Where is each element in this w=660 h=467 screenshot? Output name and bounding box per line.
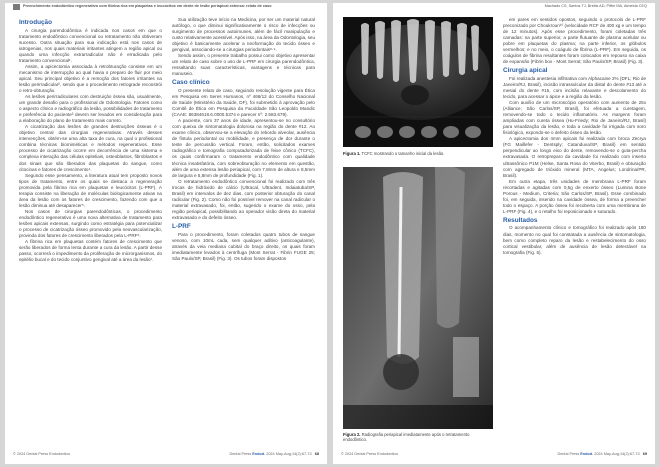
section-heading: Caso clínico	[172, 79, 210, 87]
paragraph: Assim, a apicectomia associada à retrobturação consiste em um mecanismo de interrupção ao qual havia o preparo de fluir por meio apical. Seu principal objetivo é a remoção dos fatores irritantes na lesão perirradicular², sendo que o procedimento retrograde reconstrói o retro-obturação.	[19, 63, 162, 93]
page-number: 68	[314, 452, 319, 456]
paragraph: Para o procedimento, foram coletados quatro tubos de sangue venoso, com 10mL cada, sem qualquer aditivo (anticoagulante), através da veia mediana cubital do braço direito, os quais foram imediatamente levados à centrífuga (Mont Serrat - Fibrin FUGE 25; São Paulo/SP, Brasil) (Fig. 3). Os tubos foram dispostos	[172, 231, 315, 261]
paragraph: A cicatrização das lesões de grandes destruições ósseas é o objetivo central das cirurgias regenerativas. Através desses intervenções, obtém-se uma alta taxa de cura, na qual o profissional combina técnicas biomiméticas e métodos regenerativos. Esse processo de cicatrização ocorre em decorrência de uma sistema e complexa interação das células epiteliais, osteoblastos, fibroblastos e dos sinais que são liberados das plaquetas do sangue, como citocinas e fatores de crescimento⁴.	[19, 124, 162, 172]
left-page	[5, 3, 327, 464]
radiograph-image	[343, 167, 493, 429]
section-heading: Resultados	[503, 216, 538, 224]
paragraph: Sendo assim, o presente trabalho possui como objetivo apresentar um relato de caso sobre o uso de L-PRF em cirurgia parendodôntica, ressaltando suas características, vantagens e técnicas para manuseio.	[172, 53, 315, 77]
figure-1-caption: Figura 1. TCFC mostrando o tamanho inicial da lesão.	[343, 151, 445, 156]
cbct-image	[343, 17, 493, 147]
footer-copyright: © 2024 Dental Press Endodontics	[341, 452, 399, 456]
figure-2-radiograph	[343, 167, 493, 429]
paragraph: A cirurgia parendodôntica é indicada nos casos em que o tratamento endodôntico convencional ou retratamento não obtiveram sucesso. Outra situação para sua indicação está nos casos de iatrogenias, nos quais materiais irritantes atingem a região apical ou quando uma infecção extrarradicular não é erradicada pelo tratamento convencional¹.	[19, 27, 162, 63]
right-column-2	[503, 17, 646, 447]
paragraph: A fibrina rica em plaquetas contém fatores de crescimento que serão liberados de forma lenta durante a cura da lesão. A partir desse passo, ocorrerá o impedimento da proliferação de microrganismos, do epitélio bucal e do tecido conjuntivo gengival até a área da lesão⁷.	[19, 239, 162, 263]
footer-copyright: © 2024 Dental Press Endodontics	[13, 452, 71, 456]
header-marker	[13, 4, 20, 10]
paragraph: Sua utilização teve início na Medicina, por ser um material natural autólogo, o que diminui significativamente o risco de infecções ou surgimento de processos autoimunes, além de fácil manipulação e custo relativamente acessível. Após isso, na área da Odontologia, seu objetivo é basicamente acelerar a neoformação do tecido ósseo e gengival, associando-se a cirurgias periodontais⁸·⁹.	[172, 17, 315, 53]
paragraph: Segundo esse pensamento, a literatura atual tem proposto novos tipos de tratamento, entre os quais se destaca a regeneração promovida pela fibrina rica em plaquetas e leucócitos (L-PRF). A terapia consiste na liberação de moléculas biologicamente ativas na área da lesão com os fatores de crescimento, fazendo com que a lesão diminua até desaparecer⁵.	[19, 172, 162, 208]
paragraph: O acompanhamento clínico e tomográfico foi realizado após 180 dias, momento no qual foi constatada a ausência de sintomatologia, bem como completo reparo da lesão e restabelecimento do osso cortical vestibular, além de ausência de lesão detectável na tomografia (Fig. 5).	[503, 225, 646, 255]
right-footer	[333, 451, 655, 458]
left-column-2	[172, 17, 315, 447]
left-footer	[5, 451, 327, 458]
paragraph: As lesões perirradiculares com destruição óssea são, usualmente, um grande desafio para o profissional de Odontologia. Fatores como o aspecto clínico e radiográfico da lesão, possibilidades de tratamento e preferência do paciente³ devem ser levados em consideração para a elaboração do plano de tratamento mais correto.	[19, 94, 162, 124]
running-header	[5, 3, 327, 12]
section-heading: Introdução	[19, 19, 53, 26]
figure-1-cbct	[343, 17, 493, 147]
paragraph: Com auxílio de um microscópio operatório com aumento de 25x (Alliance; São Carlos/SP, Brasil), foi efetuada a curetagem, removendo-se todo o tecido inflamatório. As margens foram ampliadas com cureta óssea (Hu-Friedy; Rio de Janeiro/RJ, Brasil) para visualização da lesão, e toda a cavidade foi irrigada com soro fisiológico, expondo-se o defeito ósseo da lesão.	[503, 100, 646, 136]
paragraph: O presente relato de caso, seguindo resolução vigente para Ética em Pesquisa em Seres Humanos, nº 466/12 do Conselho Nacional de Saúde (Ministério da Saúde, DF), foi submetido à aprovação pelo Comitê de Ética em Pesquisa da Faculdade São Leopoldo Mandic (CAAE: 86384618.6.0000.5374 e parecer nº: 2.583.679).	[172, 87, 315, 118]
paragraph: Foi realizada anestesia infiltrativa com Alphacaine 2% (DFL; Rio de Janeiro/RJ, Brasil), incisão intrassulcular da distal do dente #13 até a mesial do dente #15, com incisão relaxante e descolamento do tecido, para acessar o ápice e a região da lesão.	[503, 75, 646, 100]
section-heading: L-PRF	[172, 223, 191, 230]
paragraph: Nos casos de cirurgias parendodônticas, o procedimento endodôntico regenerativo é uma nova alternativa de tratamento para lesões apicais extensas, surgindo como estratégia para potencializar o processo de cicatrização ósseo promovido pela neovascularização, provinda dos fatores de crescimento liberados pela L-PRF⁶.	[19, 208, 162, 239]
paragraph: Em outra etapa, três unidades de membrana L-PRF foram recortadas e agitadas com 0,5g de enxerto ósseo (Lumina Bone Porous - Medium, Criteria; São Carlos/SP, Brasil). Esse combinado foi, em seguida, inserido na cavidade óssea, de forma a preencher todo o espaço. A porção óssea foi recoberta com uma membrana de L-PRF (Fig. 4), e o retalho foi reposicionado e suturado.	[503, 178, 646, 214]
page-number: 69	[642, 452, 647, 456]
running-header	[333, 3, 655, 12]
footer-journal: Dental Press Endod. 2024 May-Aug;14(2):67-73 68	[229, 452, 319, 456]
footer-journal: Dental Press Endod. 2024 May-Aug;14(2):67-73 69	[557, 452, 647, 456]
left-column-1	[19, 17, 162, 447]
paragraph: em pares em sentidos opostos, seguindo o protocolo de L-PRF preconizado por Choukroun¹⁰ (velocidade RCF de 400 xg e um tempo de 12 minutos). Após esse procedimento, foram coletadas três camadas: na parte superior, a parte flutuante de plasma acelular ou pobre em plaquetas do plasma; na parte inferior, os glóbulos vermelhos; e no meio, o coágulo de fibrina (L-PRF). Em seguida, os coágulos de fibrina resultantes foram colocados em repouso na caixa de expansão (Fibrin box - Mont Serrat; São Paulo/SP, Brasil) (Fig. 3).	[503, 17, 646, 65]
paragraph: A paciente, com 37 anos de idade, apresentou-se no consultório com queixa de sintomatologia dolorosa na região do dente #12. Ao exame clínico, observou-se a elevação do rebordo alveolar, ausência de fístula periodontal ou mobilidade, e presença de dor durante o teste de percussão vertical. Foram, então, solicitados exames radiográfico e tomografia computadorizada de feixe cônico (TCFC), os quais confirmaram o tratamento endodôntico com qualidade técnica insatisfatória, com sobreobturação no elemento em questão, além de uma extensa lesão periapical, com 7,8mm de altura e 8,5mm de largura e 5,8mm de profundidade (Fig. 1).	[172, 118, 315, 178]
paragraph: A apicectomia dos 4mm apicais foi realizada com broca Zecrya (FG Maillefer - Dentsply; Catanduva/SP, Brasil) em sentido perpendicular ao longo eixo do dente, removendo-se o guta-percha extravasada. O retropreparo da cavidade foi realizado com inserto ultrassônico P1M (Helse, Santa Rosa do Viterbo, Brasil) e obturação com agregado de trióxido mineral (MTA, Angelus; Londrina/PR, Brasil).	[503, 136, 646, 178]
figure-2-caption: Figura 2. Radiografia periapical imediatamente após o retratamento endodôntico.	[343, 432, 470, 442]
header-authors: Machado CS, Santos TJ, Breitis AD, Piffer MA, Almeida CEQ	[544, 4, 647, 8]
section-heading: Cirurgia apical	[503, 67, 548, 75]
header-title: Preenchimento endodôntico regenerativo com fibrina rica em plaquetas e leucócitos em dente de lesão periapical extensa: relato de caso	[23, 4, 272, 8]
paragraph: O retratamento endodôntico convencional foi realizado com três trocas de hidróxido de cálcio (Ultracal, Ultradent, Indaiatuba/SP, Brasil) em intervalos de dez dias, com posterior obturação do canal radicular (Fig. 2). Como não foi possível remover na canal radicular o material extravasado, foi, então, sugerido o exame do osso, pela região periapical, possibilitando ao operador visão direta do material extravasado e do defeito ósseo.	[172, 178, 315, 220]
right-page	[333, 3, 655, 464]
